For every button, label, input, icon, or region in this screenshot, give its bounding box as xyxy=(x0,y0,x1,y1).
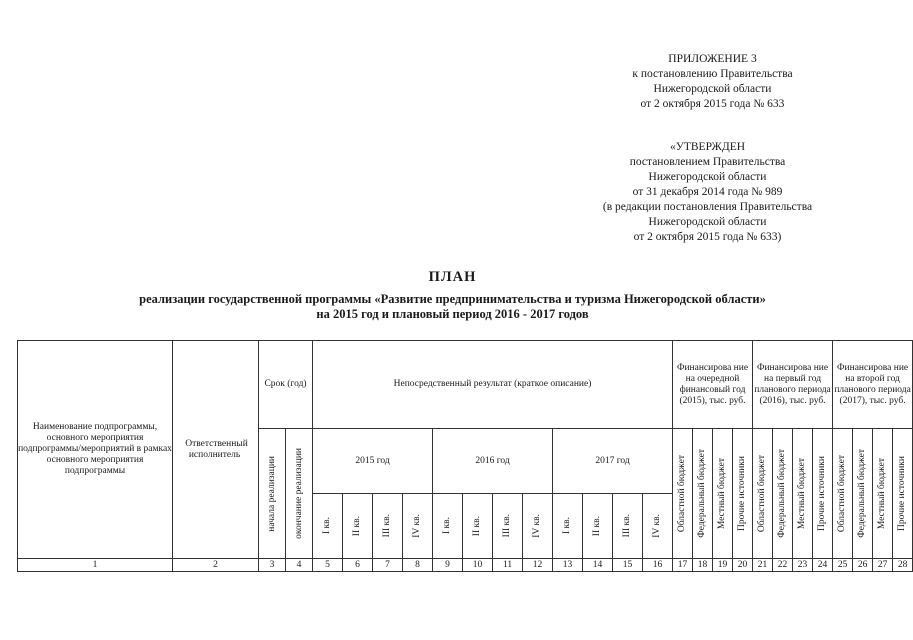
appendix-block xyxy=(600,52,825,112)
header-financing-2015: Финансирова ние на очередной финансовый год (2015), тыс. руб. xyxy=(673,341,753,429)
header-budget-other: Прочие источники xyxy=(893,429,913,559)
column-number: 25 xyxy=(833,559,853,572)
column-number: 8 xyxy=(403,559,433,572)
header-quarter: I кв. xyxy=(433,494,463,559)
header-result: Непосредственный результат (краткое описание) xyxy=(313,341,673,429)
column-number: 13 xyxy=(553,559,583,572)
column-number: 21 xyxy=(753,559,773,572)
column-number: 9 xyxy=(433,559,463,572)
header-budget-regional: Областной бюджет xyxy=(833,429,853,559)
column-number: 7 xyxy=(373,559,403,572)
header-quarter: II кв. xyxy=(343,494,373,559)
approval-line: Нижегородской области xyxy=(648,171,767,183)
approval-line: от 31 декабря 2014 года № 989 xyxy=(632,186,783,198)
column-number: 10 xyxy=(463,559,493,572)
header-budget-federal: Федеральный бюджет xyxy=(853,429,873,559)
appendix-line: ПРИЛОЖЕНИЕ 3 xyxy=(668,53,757,65)
header-executor: Ответственный исполнитель xyxy=(173,341,259,559)
header-quarter: IV кв. xyxy=(523,494,553,559)
header-year-2015: 2015 год xyxy=(313,429,433,494)
approval-line: Нижегородской области xyxy=(648,216,767,228)
header-period: Срок (год) xyxy=(259,341,313,429)
header-start-year: начала реализации xyxy=(259,429,286,559)
approval-line: от 2 октября 2015 года № 633) xyxy=(633,231,782,243)
appendix-line: Нижегородской области xyxy=(653,83,772,95)
column-number: 26 xyxy=(853,559,873,572)
header-financing-2017: Финансирова ние на второй год планового периода (2017), тыс. руб. xyxy=(833,341,913,429)
header-end-year: окончание реализации xyxy=(286,429,313,559)
approval-block xyxy=(585,140,830,245)
column-number: 14 xyxy=(583,559,613,572)
column-number: 24 xyxy=(813,559,833,572)
column-number: 15 xyxy=(613,559,643,572)
header-quarter: IV кв. xyxy=(403,494,433,559)
column-number: 19 xyxy=(713,559,733,572)
header-budget-local: Местный бюджет xyxy=(873,429,893,559)
header-budget-regional: Областной бюджет xyxy=(673,429,693,559)
appendix-line: от 2 октября 2015 года № 633 xyxy=(640,98,785,110)
header-budget-federal: Федеральный бюджет xyxy=(773,429,793,559)
column-number: 17 xyxy=(673,559,693,572)
column-number: 20 xyxy=(733,559,753,572)
header-subprogram-name: Наименование подпрограммы, основного мероприятия подпрограммы/мероприятий в рамках основного мероприятия подпрограммы xyxy=(18,341,173,559)
approval-line: «УТВЕРЖДЕН xyxy=(669,141,746,153)
header-quarter: III кв. xyxy=(493,494,523,559)
column-number-row xyxy=(18,559,913,572)
column-number: 22 xyxy=(773,559,793,572)
column-number: 18 xyxy=(693,559,713,572)
column-number: 1 xyxy=(18,559,173,572)
header-budget-local: Местный бюджет xyxy=(793,429,813,559)
header-year-2017: 2017 год xyxy=(553,429,673,494)
header-financing-2016: Финансирова ние на первый год планового периода (2016), тыс. руб. xyxy=(753,341,833,429)
column-number: 11 xyxy=(493,559,523,572)
document-subtitle: реализации государственной программы «Развитие предпринимательства и туризма Нижегородской области» xyxy=(139,292,766,306)
approval-line: (в редакции постановления Правительства xyxy=(602,201,813,213)
header-budget-other: Прочие источники xyxy=(733,429,753,559)
column-number: 23 xyxy=(793,559,813,572)
document-subtitle-period: на 2015 год и плановый период 2016 - 2017 годов xyxy=(316,307,589,321)
header-budget-federal: Федеральный бюджет xyxy=(693,429,713,559)
plan-table xyxy=(17,340,913,572)
column-number: 28 xyxy=(893,559,913,572)
header-quarter: III кв. xyxy=(613,494,643,559)
header-budget-local: Местный бюджет xyxy=(713,429,733,559)
header-quarter: II кв. xyxy=(583,494,613,559)
header-quarter: I кв. xyxy=(313,494,343,559)
column-number: 6 xyxy=(343,559,373,572)
appendix-line: к постановлению Правительства xyxy=(632,68,793,80)
header-quarter: I кв. xyxy=(553,494,583,559)
header-budget-regional: Областной бюджет xyxy=(753,429,773,559)
column-number: 5 xyxy=(313,559,343,572)
column-number: 12 xyxy=(523,559,553,572)
header-quarter: IV кв. xyxy=(643,494,673,559)
approval-line: постановлением Правительства xyxy=(629,156,786,168)
header-budget-other: Прочие источники xyxy=(813,429,833,559)
column-number: 2 xyxy=(173,559,259,572)
header-year-2016: 2016 год xyxy=(433,429,553,494)
document-title: ПЛАН xyxy=(428,269,477,285)
column-number: 4 xyxy=(286,559,313,572)
column-number: 3 xyxy=(259,559,286,572)
column-number: 16 xyxy=(643,559,673,572)
column-number: 27 xyxy=(873,559,893,572)
header-quarter: III кв. xyxy=(373,494,403,559)
header-quarter: II кв. xyxy=(463,494,493,559)
